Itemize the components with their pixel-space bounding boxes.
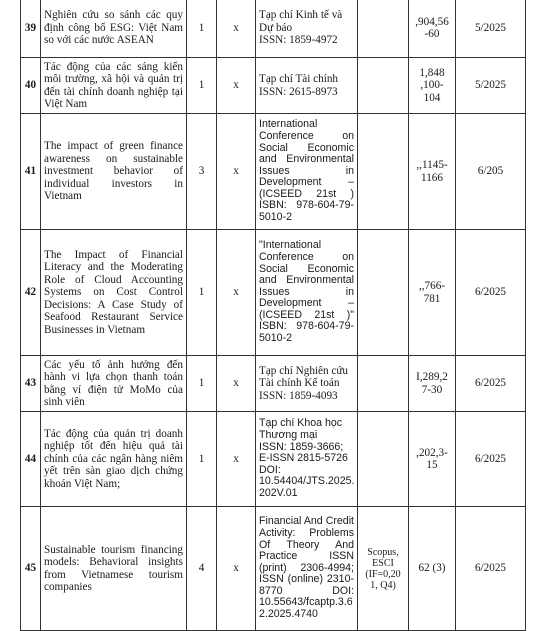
paper-title: Nghiên cứu so sánh các quy định công bố ESG: Việt Nam so với các nước ASEAN: [41, 0, 187, 58]
volume-pages: ,,1145- 1166: [409, 114, 456, 230]
volume-pages: I,289,2 7-30: [409, 356, 456, 412]
table-row: [21, 0, 526, 58]
publication-date: 6/205: [456, 114, 526, 230]
table-row: [21, 356, 526, 412]
row-number: 39: [21, 0, 41, 58]
table-row: [21, 507, 526, 631]
publication-venue: Tạp chí Tài chính ISSN: 2615-8973: [256, 58, 358, 114]
main-author-mark: x: [217, 114, 256, 230]
table-row: [21, 412, 526, 507]
index-info: [358, 412, 409, 507]
publication-date: 6/2025: [456, 356, 526, 412]
volume-pages: ,904,56 -60: [409, 0, 456, 58]
publication-venue: Tạp chí Nghiên cứu Tài chính Kế toán ISSN: 1859-4093: [256, 356, 358, 412]
volume-pages: 62 (3): [409, 507, 456, 631]
row-number: 45: [21, 507, 41, 631]
publication-venue: "International Conference on Social Economic and Environmental Issues in Development – (ICSEED 21st )" ISBN: 978-604-79-5010-2: [256, 230, 358, 356]
index-info: [358, 356, 409, 412]
paper-title: Sustainable tourism financing models: Behavioral insights from Vietnamese tourism companies: [41, 507, 187, 631]
main-author-mark: x: [217, 507, 256, 631]
publication-date: 5/2025: [456, 58, 526, 114]
paper-title: The Impact of Financial Literacy and the Moderating Role of Cloud Accounting Systems on Cost Control Decisions: A Case Study of Seafood Restaurant Service Businesses in Vietnam: [41, 230, 187, 356]
publication-table: [20, 0, 526, 631]
paper-title: The impact of green finance awareness on sustainable investment behavior of individual investors in Vietnam: [41, 114, 187, 230]
author-count: 1: [187, 412, 217, 507]
volume-pages: 1,848 ,100- 104: [409, 58, 456, 114]
main-author-mark: x: [217, 412, 256, 507]
paper-title: Tác động của các sáng kiến môi trường, xã hội và quản trị đến tài chính doanh nghiệp tại Việt Nam: [41, 58, 187, 114]
publication-date: 6/2025: [456, 507, 526, 631]
index-info: [358, 58, 409, 114]
volume-pages: ,202,3- 15: [409, 412, 456, 507]
row-number: 44: [21, 412, 41, 507]
publication-venue: International Conference on Social Economic and Environmental Issues in Development – (ICSEED 21st ) ISBN: 978-604-79-5010-2: [256, 114, 358, 230]
publication-venue: Tạp chí Khoa học Thương mại ISSN: 1859-3666; E-ISSN 2815-5726 DOI: 10.54404/JTS.2025. 202V.01: [256, 412, 358, 507]
volume-pages: ,,766- 781: [409, 230, 456, 356]
index-info: Scopus, ESCI (IF=0,20 1, Q4): [358, 507, 409, 631]
table-row: [21, 58, 526, 114]
publication-venue: Tạp chí Kinh tế và Dự báo ISSN: 1859-4972: [256, 0, 358, 58]
row-number: 42: [21, 230, 41, 356]
publication-date: 6/2025: [456, 230, 526, 356]
paper-title: Tác động của quản trị doanh nghiệp tốt đến hiệu quả tài chính của các ngân hàng niêm yết trên sàn giao dịch chứng khoán Việt Nam;: [41, 412, 187, 507]
table-row: [21, 114, 526, 230]
author-count: 1: [187, 58, 217, 114]
index-info: [358, 0, 409, 58]
main-author-mark: x: [217, 58, 256, 114]
table-row: [21, 230, 526, 356]
author-count: 4: [187, 507, 217, 631]
main-author-mark: x: [217, 230, 256, 356]
publication-date: 6/2025: [456, 412, 526, 507]
author-count: 1: [187, 230, 217, 356]
main-author-mark: x: [217, 356, 256, 412]
index-info: [358, 230, 409, 356]
publication-venue: Financial And Credit Activity: Problems Of Theory And Practice ISSN (print) 2306-4994; ISSN (online) 2310-8770 DOI: 10.55643/fcaptp.3.6 2.2025.4740: [256, 507, 358, 631]
row-number: 41: [21, 114, 41, 230]
author-count: 3: [187, 114, 217, 230]
main-author-mark: x: [217, 0, 256, 58]
publication-date: 5/2025: [456, 0, 526, 58]
row-number: 43: [21, 356, 41, 412]
paper-title: Các yếu tố ảnh hưởng đến hành vi lựa chọn thanh toán bằng ví điện tử MoMo của sinh viên: [41, 356, 187, 412]
row-number: 40: [21, 58, 41, 114]
author-count: 1: [187, 0, 217, 58]
author-count: 1: [187, 356, 217, 412]
index-info: [358, 114, 409, 230]
